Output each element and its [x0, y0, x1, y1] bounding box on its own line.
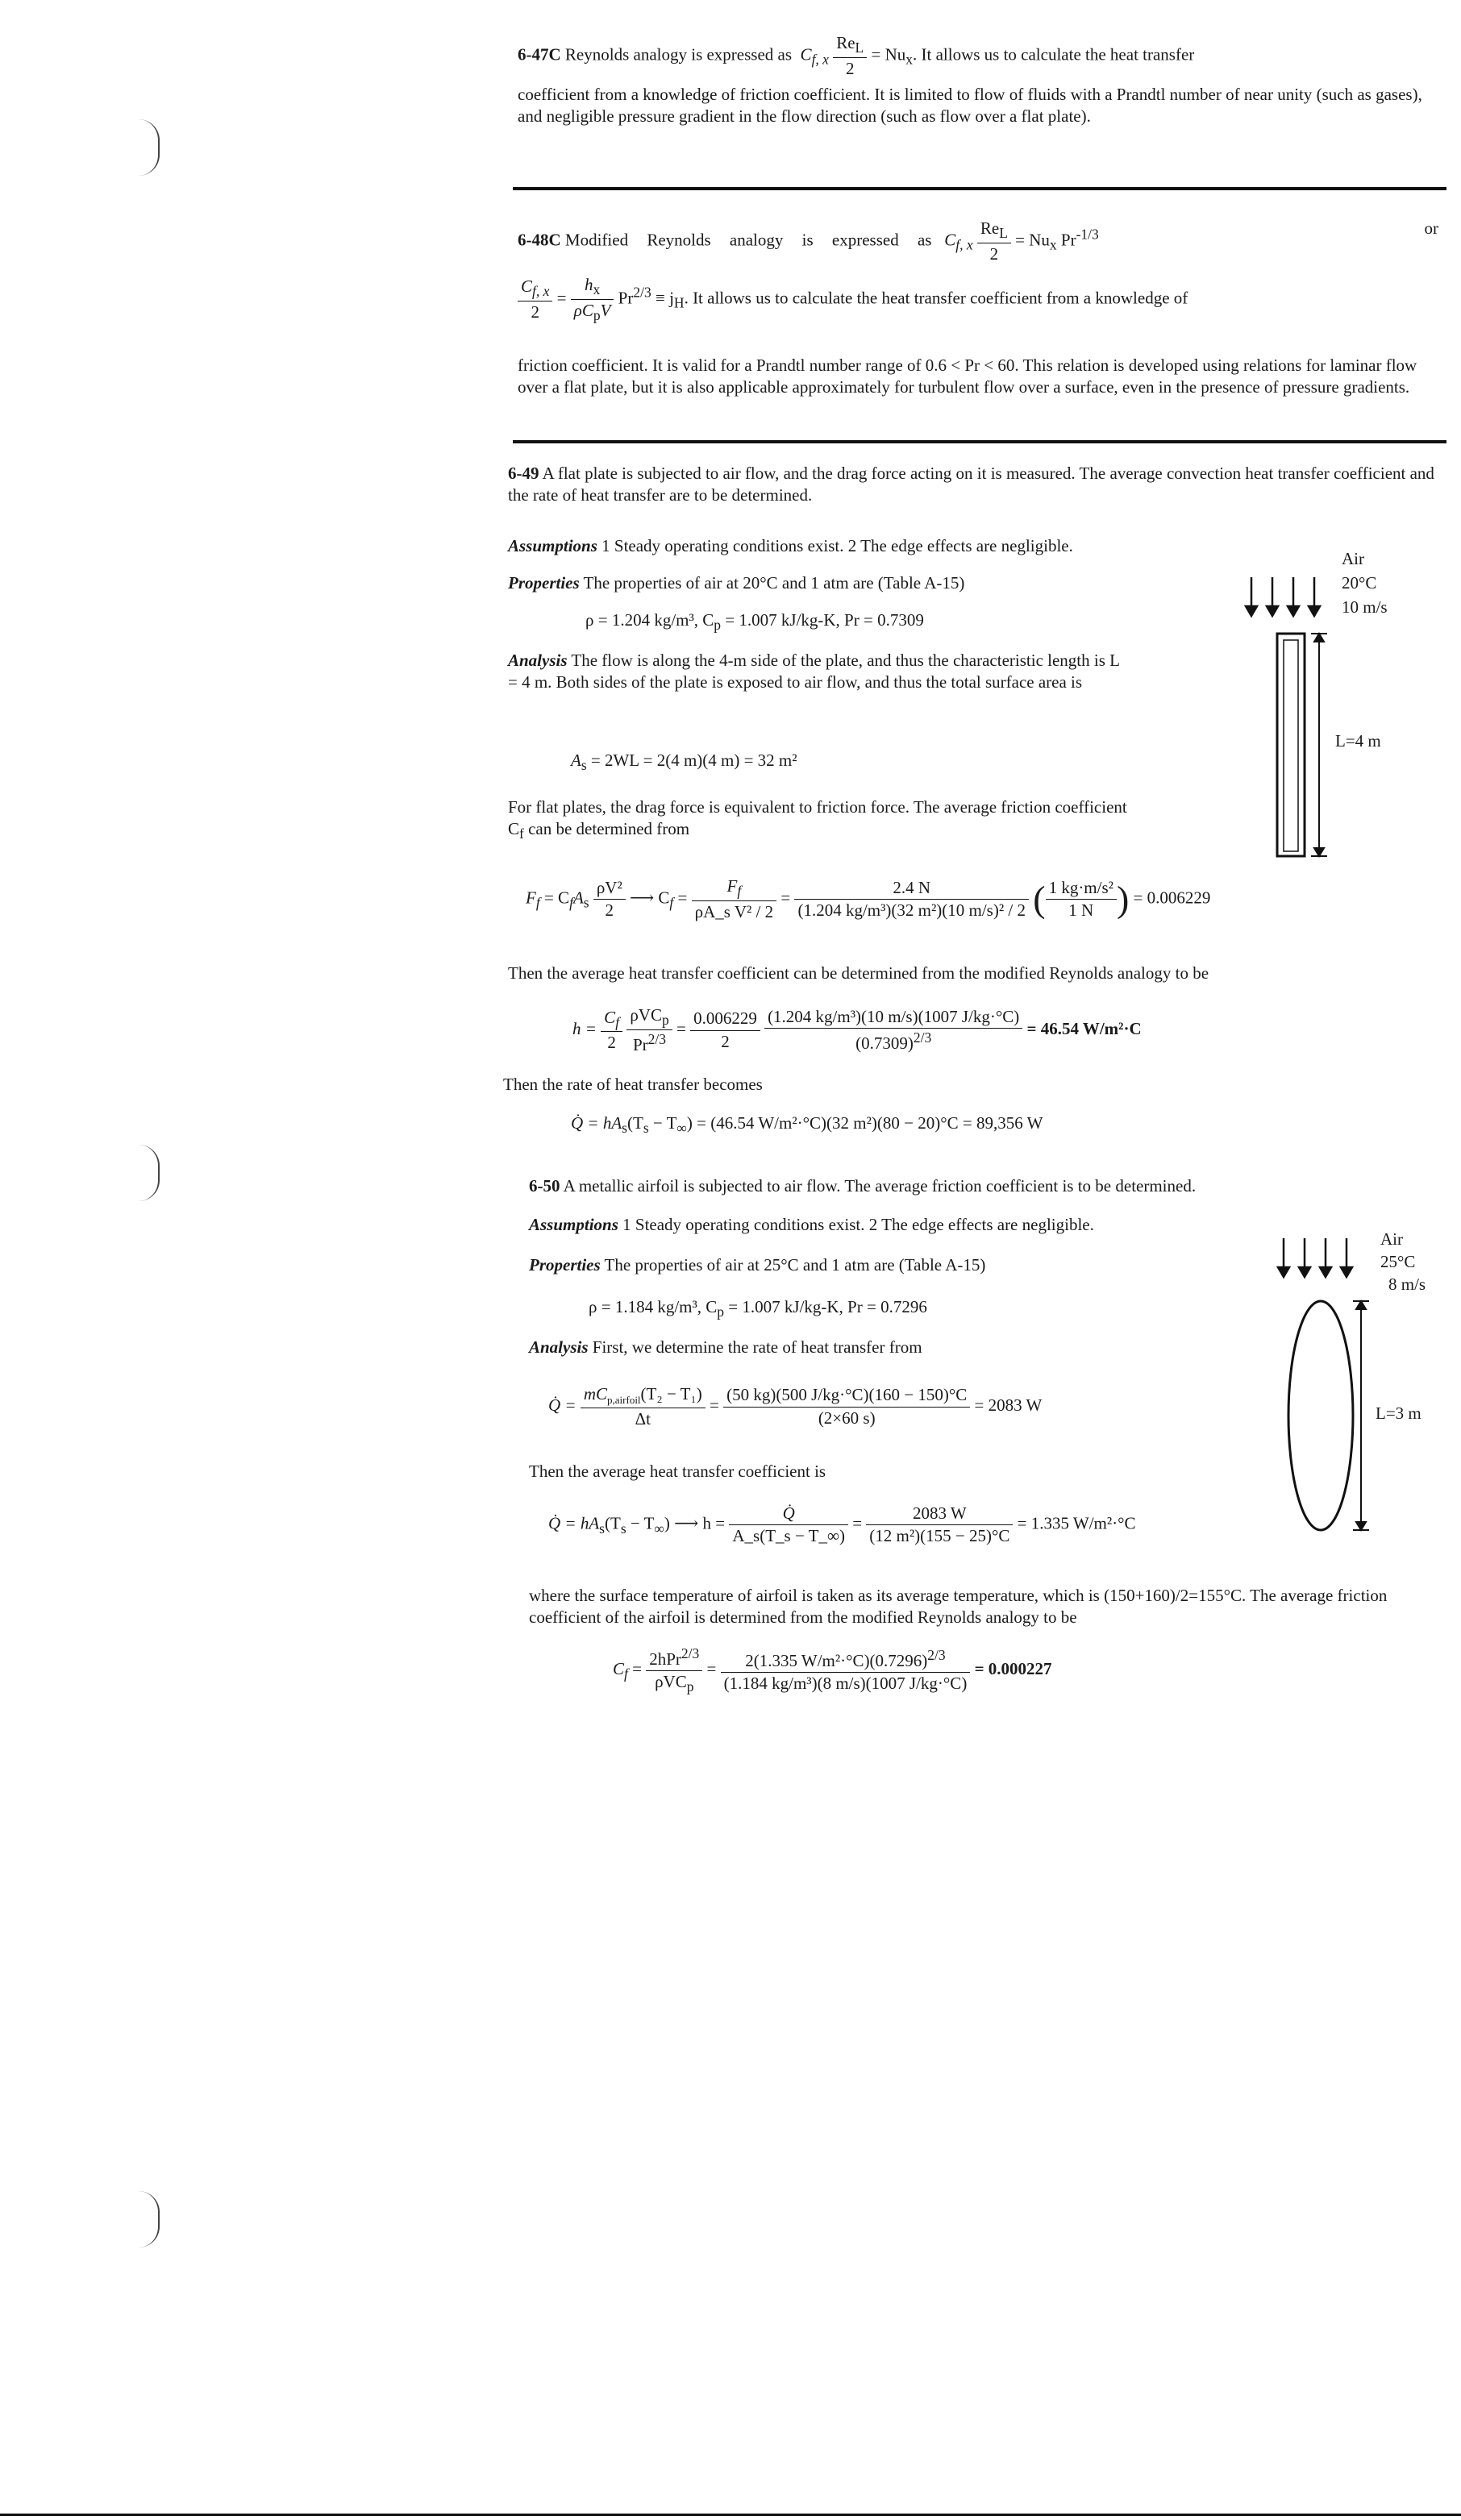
ff-numeric-fraction [794, 877, 1029, 922]
j-factor: ≡ j [655, 288, 674, 308]
then-heat-transfer-text: Then the average heat transfer coefficient can be determined from the modified Reynolds analogy to be [508, 963, 1209, 983]
h-num-fraction-1 [690, 1008, 760, 1053]
eq-tail: . It allows us to calculate the heat transfer coefficient from a knowledge of [684, 288, 1188, 308]
surface-temperature-text: where the surface temperature of airfoil is taken as its average temperature, which is (150+160)/2=155°C. The average friction coefficient of the airfoil is determined from the modified Reynolds analogy to be [529, 1586, 1388, 1628]
eq-num: Re [980, 218, 1000, 238]
cf-symbolic-fraction [646, 1645, 702, 1696]
q-f1-num-rest: (T₂ − T₁) [640, 1384, 702, 1403]
q-f1-den: Δt [635, 1409, 651, 1429]
h-symbolic-fraction [729, 1503, 848, 1548]
ff-f-num: F [726, 876, 738, 896]
problem-6-49-intro [508, 463, 1443, 507]
ff-arrow-sub: f [669, 894, 674, 911]
right-paren: ) [1116, 878, 1130, 920]
h-v-num2: (1.204 kg/m³)(10 m/s)(1007 J/kg·°C) [764, 1006, 1022, 1029]
velocity: V [600, 300, 611, 320]
props-cp-sub: p [714, 617, 722, 634]
airfoil-h-equation: Q̇ = $hA_s(T_s - T_\infty)$ ⟶ h = $\frac{Q̇}{A\_s(T\_s - T\_\infty)}$ = $\frac{2083 W}{\text{(12 m²)(155 − 25)°C}}$ = 1.335 W/m²·°C [548, 1503, 1136, 1548]
problem-6-50-assumptions [529, 1214, 1255, 1236]
cf-f1-den-sub: p [686, 1678, 694, 1695]
cf-f2-den: (1.184 kg/m³)(8 m/s)(1007 J/kg·°C) [723, 1674, 968, 1694]
eq-cf: C [944, 230, 956, 250]
ff-conv-num: 1 kg·m/s² [1046, 877, 1117, 900]
problem-lead: Reynolds analogy is expressed as [564, 44, 793, 64]
fig-air-label: Air [1342, 549, 1364, 568]
eq-rhs: = Nu [1015, 230, 1050, 250]
fig-length: L=4 m [1335, 731, 1381, 751]
drag-text: For flat plates, the drag force is equivalent to friction force. The average friction coefficient C [508, 797, 1127, 839]
props-values: ρ = 1.204 kg/m³, C [585, 610, 714, 630]
h-result: = 46.54 W/m²·C [1026, 1018, 1142, 1038]
problem-id: 6-49 [508, 464, 539, 483]
q-numeric-fraction [723, 1384, 970, 1429]
h-f2-num-sub: p [661, 1012, 669, 1029]
eq-pr-exp: 2/3 [633, 284, 651, 301]
cf-result: = 0.000227 [974, 1658, 1052, 1678]
h-numeric-fraction [866, 1503, 1013, 1548]
fig-temperature: 20°C [1342, 573, 1377, 593]
fig-velocity: 8 m/s [1388, 1275, 1426, 1294]
assumptions-label: Assumptions [529, 1215, 618, 1234]
analysis-text: The flow is along the 4-m side of the plate, and thus the characteristic length is L = 4 m. Both sides of the plate is exposed to air flow, and thus the total surface area is [508, 651, 1120, 692]
problem-id: 6-47C [518, 44, 561, 64]
ff-v-den: (1.204 kg/m³)(32 m²)(10 m/s)² / 2 [797, 900, 1026, 921]
ff-frac-num: ρV² [593, 877, 626, 900]
h-f2-num: 2083 W [866, 1503, 1013, 1525]
eq-num: Re [836, 33, 855, 52]
props-rest: = 1.007 kJ/kg-K, Pr = 0.7296 [724, 1297, 927, 1316]
cf-half-fraction [518, 276, 552, 323]
q-f1-num: mC [583, 1384, 608, 1403]
problem-6-49-properties [508, 572, 1234, 594]
eq-den: 2 [989, 243, 999, 264]
area-sub: s [581, 757, 587, 774]
or-word: or [1424, 218, 1438, 238]
eq-re-fraction [833, 32, 867, 80]
h-v-num1: 0.006229 [690, 1008, 760, 1030]
eq-rhs: = Nu [871, 44, 906, 64]
cf-eq: = [632, 1658, 642, 1678]
h-equation: h = $\frac{C_f}{2}$ $\frac{\rho VC_p}{Pr^{2/3}}$ = $\frac{0.006229}{2}$ $\frac{\text{(1.204 kg/m³)(10 m/s)(1007 J/kg·°C)}}{(0.7309)^{2/3}}$ = 46.54 W/m²·C [572, 1004, 1142, 1056]
problem-6-49-analysis [508, 650, 1129, 694]
ff-arrow: ⟶ C [630, 888, 670, 908]
h-result: = 1.335 W/m²·°C [1017, 1513, 1136, 1533]
problem-6-49-props-line [585, 609, 924, 634]
eq-rhs-sub: x [1049, 236, 1057, 253]
eq-pr-exp: -1/3 [1076, 226, 1099, 243]
h-sub: s [599, 1520, 605, 1537]
h-f1-num-sub: f [615, 1013, 620, 1030]
problem-6-50-intro [529, 1175, 1440, 1197]
ff-dynamic-pressure-fraction [593, 877, 626, 922]
h-f2-num: ρVC [630, 1005, 662, 1025]
rate-text: Then the rate of heat transfer becomes [503, 1075, 763, 1094]
section-divider [513, 187, 1446, 190]
problem-intro: A metallic airfoil is subjected to air flow. The average friction coefficient is to be determined. [563, 1176, 1197, 1196]
q-tinf-sub: ∞ [676, 1120, 687, 1137]
q-f2-den: (2×60 s) [818, 1408, 876, 1428]
airfoil-heat-equation: Q̇ = $\frac{mC_{p,airfoil}(T_2 - T_1)}{\Delta t}$ = $\frac{(50 kg)(500 J/kg\cdot^\circ C)(160 - 150)^\circ C}{(2\times 60 s)}$ = 2083 W [548, 1383, 1042, 1430]
ff-a-sub: s [583, 894, 589, 911]
ff-conv-den: 1 N [1068, 900, 1094, 921]
ff-lhs: F [526, 888, 536, 908]
airfoil-cf-equation: $C_f$ = $\frac{2hPr^{2/3}}{\rho VC_p}$ = $\frac{2(1.335 W/m^2\cdot^\circ C)(0.7296)^{2/3}}{\text{(1.184 kg/m³)(8 m/s)(1007 J/kg·°C)}}$ = 0.000227 [613, 1645, 1052, 1695]
left-paren: ( [1033, 878, 1046, 920]
cf-lhs: C [613, 1658, 625, 1678]
eq-num-sub: L [855, 40, 864, 56]
section-divider [513, 440, 1446, 443]
assumptions-text: 1 Steady operating conditions exist. 2 The edge effects are negligible. [601, 536, 1073, 555]
eq-tail: . It allows us to calculate the heat transfer [913, 44, 1195, 64]
analysis-label: Analysis [529, 1337, 589, 1357]
h-lhs: h = [572, 1018, 597, 1038]
h-num-sub: x [593, 281, 601, 298]
rho-cp-sub: p [593, 307, 601, 324]
h-rho-fraction [626, 1004, 672, 1056]
q-result: = 2083 W [974, 1395, 1043, 1415]
h-minus: − T [626, 1513, 655, 1533]
cf-numeric-fraction [721, 1646, 971, 1695]
q-f2-num: (50 kg)(500 J/kg·°C)(160 − 150)°C [723, 1384, 970, 1407]
eq-pr: Pr [1060, 230, 1076, 250]
ff-eq1: = C [543, 888, 570, 908]
area-equation [571, 750, 797, 775]
eq-rhs-sub: x [905, 51, 913, 68]
drag-tail: can be determined from [523, 819, 690, 839]
properties-label: Properties [508, 573, 580, 593]
problem-id: 6-48C [518, 230, 561, 250]
ff-frac-den: 2 [605, 900, 614, 921]
cf-num: C [521, 276, 533, 296]
eq-den: 2 [845, 58, 855, 78]
area-symbol: A [571, 751, 581, 770]
fig-air-label: Air [1380, 1229, 1403, 1249]
h-f1-den: 2 [607, 1033, 616, 1053]
h-f2-den: Pr [632, 1034, 648, 1054]
ff-result: = 0.006229 [1133, 888, 1211, 908]
friction-force-equation: $F_f = C_fA_s$ $\frac{\text{ρV²}}{2}$ ⟶ $C_f$ = $\frac{F_f}{\text{ρA\_s V² / 2}}$ = $\frac{2.4 N}{\text{(1.204 kg/m³)(32 m²)(10 m/s)² / 2}}$ ( $\frac{\text{1 kg·m/s²}}{1 N}$ ) = 0.006229 [526, 875, 1210, 923]
fig-velocity: 10 m/s [1342, 597, 1388, 617]
properties-text: The properties of air at 20°C and 1 atm are (Table A-15) [583, 573, 965, 593]
problem-6-48c-second-line: $\frac{C_{f, x}}{2}$ = $\frac{h_x}{\rho C_pV}$ $Pr^{2/3} \equiv j_H$. It allows us to calculate the heat transfer coefficient from a knowledge of [518, 274, 1188, 325]
h-v-den1: 2 [721, 1031, 730, 1051]
drag-force-text [508, 796, 1129, 843]
ff-a: A [572, 888, 584, 908]
problem-6-47c-first-line [518, 32, 1194, 80]
drag-sub: f [519, 825, 524, 842]
h-num-fraction-2 [764, 1006, 1022, 1055]
fig-temperature: 25°C [1380, 1252, 1416, 1271]
problem-6-47c-body: coefficient from a knowledge of friction coefficient. It is limited to flow of fluids with a Prandtl number of near unity (such as gases), and negligible pressure gradient in the flow direction (such as flow over a flat plate). [518, 85, 1422, 127]
eq-pr: Pr [618, 288, 634, 308]
h-f2-den-exp: 2/3 [647, 1030, 667, 1047]
analysis-label: Analysis [508, 651, 568, 670]
q-ts-sub: s [643, 1120, 649, 1137]
q-lhs: Q̇ = [548, 1395, 576, 1415]
h-f1-den: A_s(T_s − T_∞) [732, 1526, 845, 1546]
h-rest: (T [604, 1513, 621, 1533]
cf-f2-num-exp: 2/3 [927, 1646, 946, 1663]
q-tail: ) = (46.54 W/m²·°C)(32 m²)(80 − 20)°C = 89,356 W [686, 1113, 1043, 1133]
h-f2-den: (12 m²)(155 − 25)°C [869, 1526, 1010, 1546]
ff-conversion-fraction [1046, 877, 1117, 922]
eq-cf-sub: f, x [811, 51, 829, 68]
problem-6-48c-first-line [518, 218, 1443, 265]
problem-6-50-props-line [589, 1296, 927, 1321]
cf-den: 2 [531, 301, 539, 322]
j-factor-sub: H [673, 294, 685, 311]
h-tinf: ∞ [654, 1520, 664, 1537]
cf-f2-num: 2(1.335 W/m²·°C)(0.7296) [745, 1650, 928, 1670]
eq-cf: C [800, 44, 812, 64]
problem-6-48c-body: friction coefficient. It is valid for a Prandtl number range of 0.6 < Pr < 60. This relation is developed using relations for laminar flow over a flat plate, but it is also applicable approximately for turbulent flow over a surface, even in the presence of pressure gradients. [518, 356, 1417, 397]
area-rest: = 2WL = 2(4 m)(4 m) = 32 m² [586, 751, 797, 770]
ff-eq1-sub: f [569, 894, 573, 911]
problem-lead: Modified Reynolds analogy is expressed as [564, 230, 932, 250]
q-minus: − T [648, 1113, 677, 1133]
q-rest: (T [626, 1113, 643, 1133]
q-sub: s [622, 1120, 627, 1137]
binder-hole-mark [139, 1145, 160, 1201]
assumptions-label: Assumptions [508, 536, 597, 555]
ff-lhs-sub: f [535, 894, 540, 911]
problem-6-50-analysis [529, 1337, 1255, 1358]
h-num: h [584, 275, 593, 294]
eq-re-fraction [977, 218, 1011, 265]
cf-lhs-sub: f [624, 1665, 628, 1682]
ff-f-den: ρA_s V² / 2 [694, 901, 774, 921]
h-v-den2: (0.7309) [855, 1033, 914, 1054]
cf-f1-num-exp: 2/3 [681, 1645, 700, 1661]
properties-label: Properties [529, 1255, 601, 1275]
q-f1-num-sub: p,airfoil [607, 1394, 641, 1407]
binder-hole-mark [139, 2191, 160, 2248]
q-symbolic-fraction [581, 1383, 706, 1430]
props-rest: = 1.007 kJ/kg-K, Pr = 0.7309 [721, 610, 924, 630]
problem-6-49-assumptions [508, 535, 1234, 557]
rho-cp: ρC [573, 300, 593, 320]
q-eq: Q̇ = hA [571, 1113, 622, 1133]
h-v-den2-exp: 2/3 [913, 1029, 932, 1046]
page-bottom-edge [0, 2514, 1461, 2516]
problem-6-50-properties [529, 1254, 1255, 1276]
h-ts: s [620, 1520, 626, 1537]
problem-id: 6-50 [529, 1176, 560, 1196]
h-arrow: ) ⟶ h = [664, 1513, 726, 1533]
then-h-text: Then the average heat transfer coefficient is [529, 1462, 826, 1481]
heat-rate-equation [571, 1112, 1043, 1137]
ff-f-num-sub: f [737, 883, 742, 900]
problem-intro: A flat plate is subjected to air flow, and the drag force acting on it is measured. The average convection heat transfer coefficient and the rate of heat transfer are to be determined. [508, 464, 1434, 505]
h-f1-num: Q̇ [782, 1503, 795, 1523]
h-f1-num: C [604, 1007, 616, 1027]
h-eq: Q̇ = hA [548, 1513, 600, 1533]
assumptions-text: 1 Steady operating conditions exist. 2 The edge effects are negligible. [622, 1215, 1094, 1234]
ff-v-num: 2.4 N [794, 877, 1029, 900]
cf-num-sub: f, x [532, 283, 550, 299]
h-cf-fraction [601, 1007, 622, 1054]
cf-f1-den: ρVC [655, 1672, 687, 1692]
fig-length: L=3 m [1376, 1403, 1421, 1423]
props-cp-sub: p [717, 1304, 725, 1320]
ff-symbolic-fraction [692, 875, 776, 923]
stanton-fraction [571, 274, 614, 325]
properties-text: The properties of air at 25°C and 1 atm are (Table A-15) [604, 1255, 986, 1275]
eq-num-sub: L [999, 225, 1008, 242]
analysis-text: First, we determine the rate of heat transfer from [592, 1337, 922, 1357]
binder-hole-mark [139, 119, 160, 176]
eq-cf-sub: f, x [955, 236, 973, 253]
props-values: ρ = 1.184 kg/m³, C [589, 1297, 718, 1316]
cf-f1-num: 2hPr [649, 1649, 681, 1669]
